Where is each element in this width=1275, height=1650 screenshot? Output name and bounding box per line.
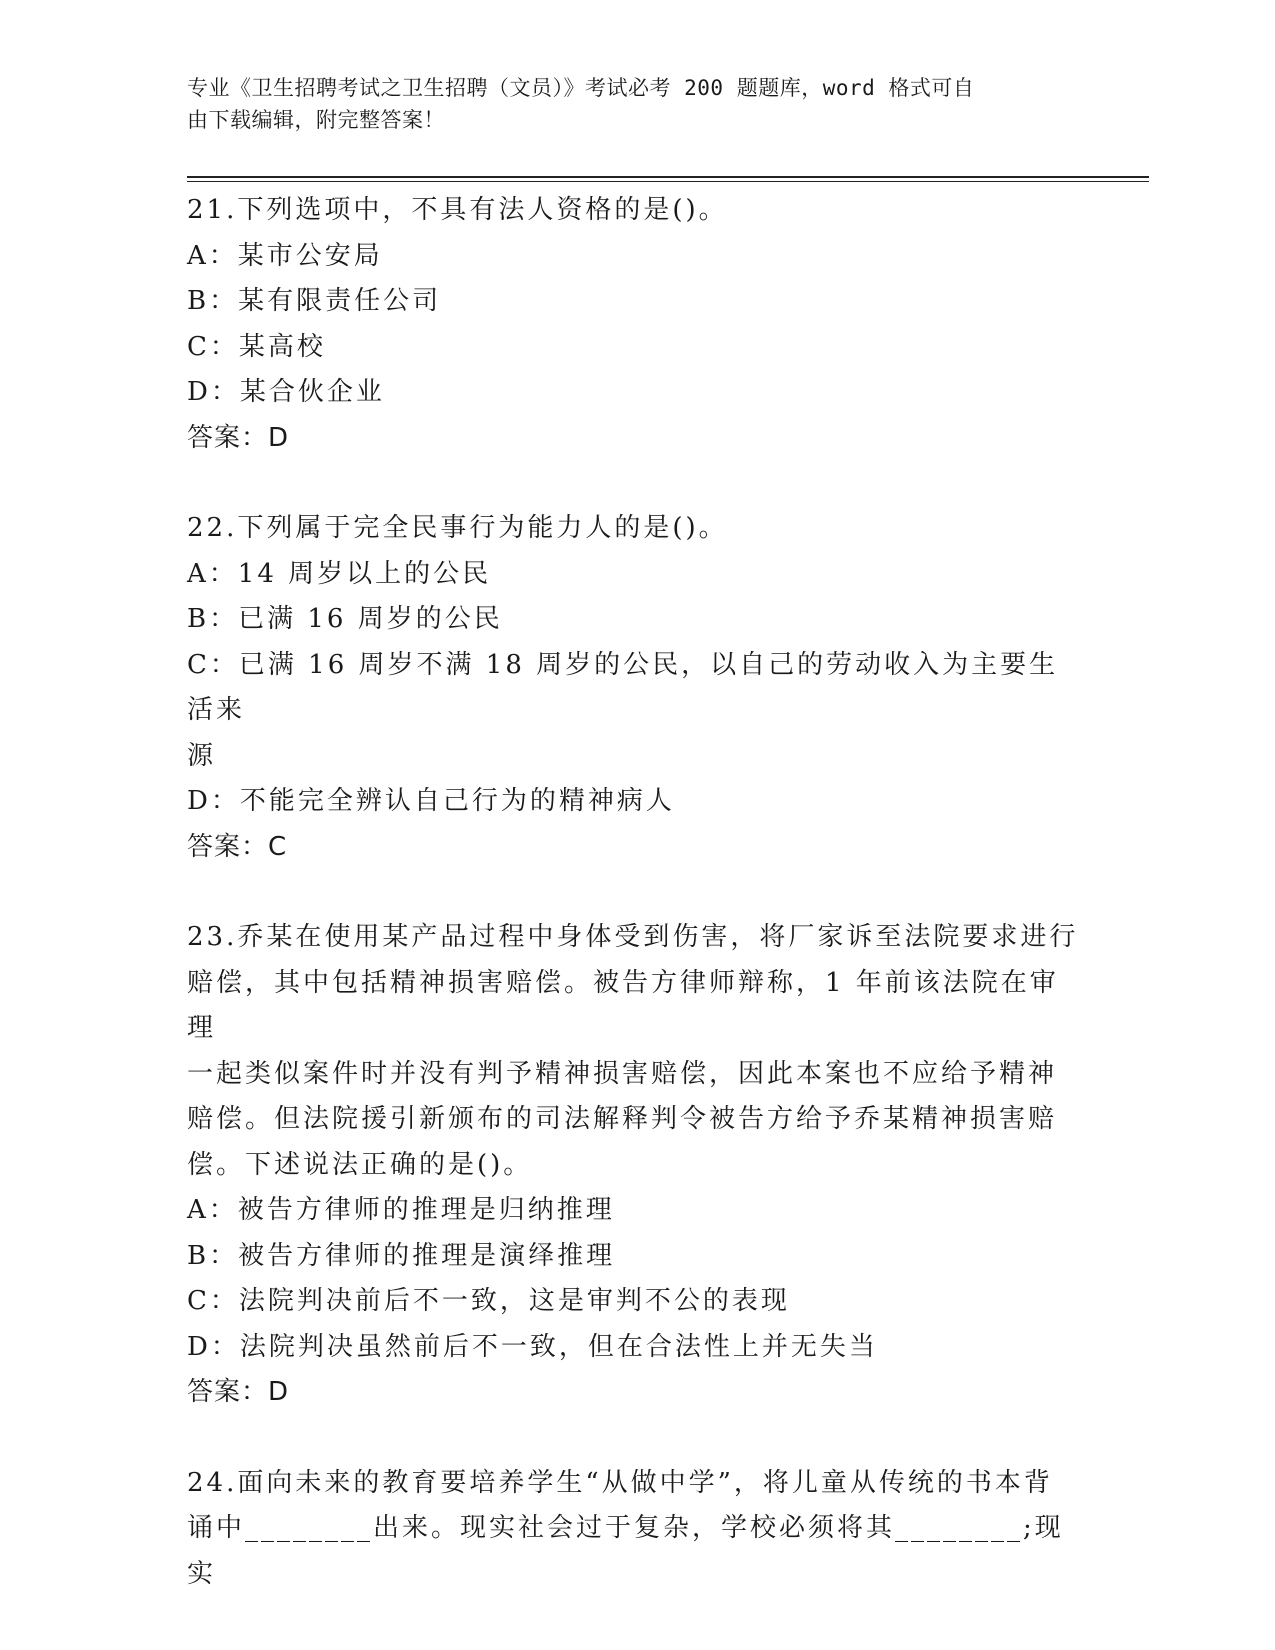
question-stem-line: 偿。下述说法正确的是()。 <box>187 1149 533 1180</box>
question-stem-line: 赔偿。但法院援引新颁布的司法解释判令被告方给予乔某精神损害赔 <box>187 1104 1058 1134</box>
option-b: B：已满 16 周岁的公民 <box>187 604 503 634</box>
question-stem-line: 赔偿，其中包括精神损害赔偿。被告方律师辩称，1 年前该法院在审理 <box>187 967 1059 1043</box>
header-divider-thin <box>187 181 1149 182</box>
question-21 <box>187 188 1087 461</box>
option-d: D：不能完全辨认自己行为的精神病人 <box>187 786 675 816</box>
question-24 <box>187 1461 1087 1598</box>
answer: 答案：C <box>187 831 288 862</box>
document-header <box>187 72 1067 136</box>
question-22 <box>187 506 1087 870</box>
option-a: A：被告方律师的推理是归纳推理 <box>187 1195 615 1225</box>
option-c: C：某高校 <box>187 331 326 362</box>
option-a: A：14 周岁以上的公民 <box>187 558 492 589</box>
answer: 答案：D <box>187 422 290 453</box>
option-d: D：某合伙企业 <box>187 377 385 407</box>
option-c: C：已满 16 周岁不满 18 周岁的公民，以自己的劳动收入为主要生活来 <box>187 649 1059 725</box>
option-a: A：某市公安局 <box>187 240 383 271</box>
question-stem: 21.下列选项中，不具有法人资格的是()。 <box>187 195 728 225</box>
option-c-continued: 源 <box>187 740 217 771</box>
question-stem-line: 一起类似案件时并没有判予精神损害赔偿，因此本案也不应给予精神 <box>187 1058 1058 1089</box>
question-stem: 22.下列属于完全民事行为能力人的是()。 <box>187 513 728 543</box>
question-stem-line: 诵中________出来。现实社会过于复杂，学校必须将其________;现实 <box>187 1513 1064 1589</box>
header-line-1: 专业《卫生招聘考试之卫生招聘（文员）》考试必考 200 题题库，word 格式可自 <box>187 76 975 100</box>
answer: 答案：D <box>187 1377 290 1407</box>
option-b: B：被告方律师的推理是演绎推理 <box>187 1240 616 1271</box>
question-stem-line: 24.面向未来的教育要培养学生“从做中学”，将儿童从传统的书本背 <box>187 1467 1053 1498</box>
header-divider-thick <box>187 176 1149 178</box>
option-b: B：某有限责任公司 <box>187 286 442 316</box>
option-d: D：法院判决虽然前后不一致，但在合法性上并无失当 <box>187 1331 878 1362</box>
question-stem-line: 23.乔某在使用某产品过程中身体受到伤害，将厂家诉至法院要求进行 <box>187 922 1079 952</box>
option-c: C：法院判决前后不一致，这是审判不公的表现 <box>187 1286 790 1316</box>
question-23 <box>187 915 1087 1416</box>
question-list <box>187 188 1087 1642</box>
header-line-2: 由下载编辑，附完整答案！ <box>187 108 445 132</box>
